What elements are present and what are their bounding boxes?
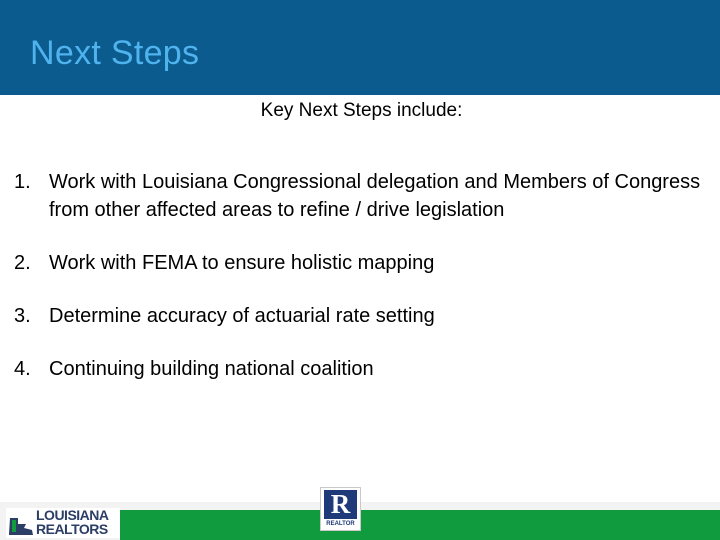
list-item (14, 355, 704, 383)
slide-title: Next Steps (30, 34, 200, 72)
logo-line-1: LOUISIANA (36, 507, 109, 523)
step-number: 1. (14, 171, 31, 193)
logo-wordmark (36, 508, 109, 536)
realtor-caption: REALTOR (326, 521, 355, 527)
r-letter: R (330, 489, 351, 519)
step-number: 2. (14, 252, 31, 274)
realtor-r-logo (320, 487, 361, 531)
header-banner (0, 0, 720, 95)
steps-list (14, 168, 704, 408)
intro-text: Key Next Steps include: (260, 100, 463, 121)
list-item (14, 249, 704, 277)
r-block-icon (324, 490, 357, 519)
step-number: 4. (14, 358, 31, 380)
step-number: 3. (14, 305, 31, 327)
step-text: Determine accuracy of actuarial rate setting (49, 305, 435, 327)
step-text: Continuing building national coalition (49, 358, 374, 380)
footer-green-bar (120, 510, 720, 540)
list-item (14, 168, 704, 224)
step-text: Work with Louisiana Congressional delegation and Members of Congress from other affected areas to refine / drive legislation (49, 171, 701, 221)
logo-line-2: REALTORS (36, 521, 108, 537)
state-outline-icon (6, 510, 36, 537)
list-item (14, 302, 704, 330)
step-text: Work with FEMA to ensure holistic mapping (49, 252, 435, 274)
louisiana-realtors-logo (6, 508, 120, 538)
